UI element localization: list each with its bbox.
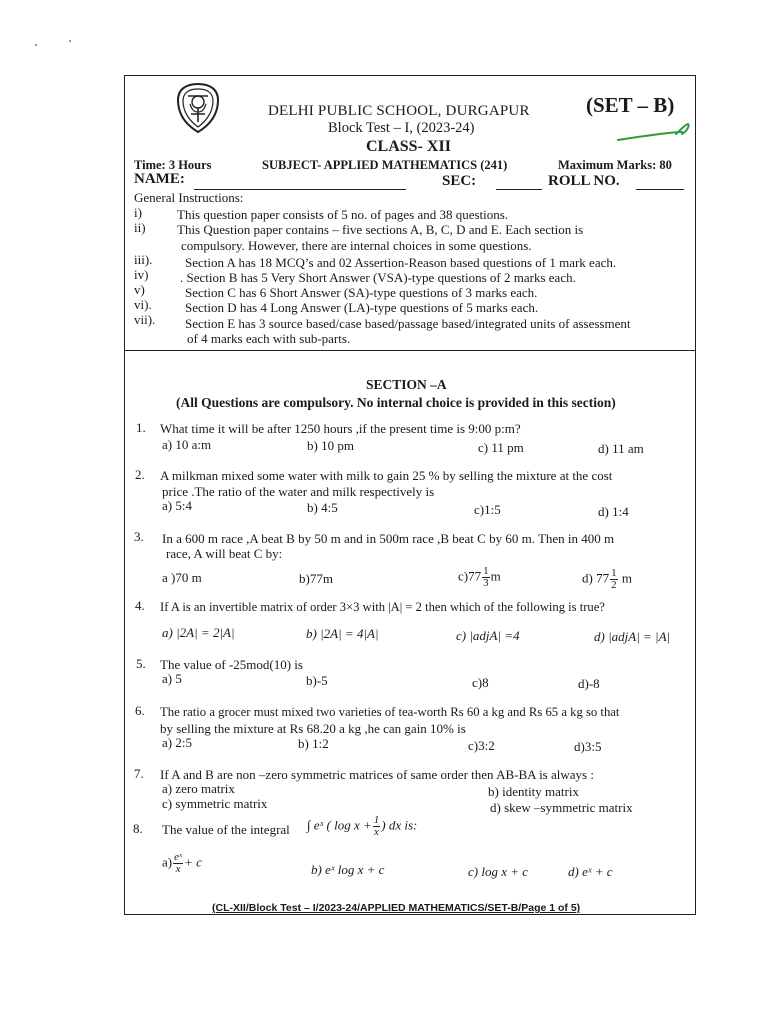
school-name: DELHI PUBLIC SCHOOL, DURGAPUR [268,103,530,119]
option-c: c)3:2 [468,738,495,753]
instruction-number: ii) [134,220,146,235]
option-b: b) 10 pm [307,438,354,453]
question-text: In a 600 m race ,A beat B by 50 m and in 500m race ,B beat C by 60 m. Then in 400 m [162,531,615,546]
option-b: b) 1:2 [298,736,329,751]
unit: m [490,568,501,584]
integral-expression [307,815,417,838]
instruction-number: v) [134,282,145,297]
option-d: d) 1:4 [598,504,629,519]
instruction-text: Section C has 6 Short Answer (SA)-type questions of 3 marks each. [185,285,538,300]
question-text: by selling the mixture at Rs 68.20 a kg ,he can gain 10% is [160,721,466,736]
question-number: 2. [135,467,145,482]
option-b: b)77m [299,571,333,586]
fraction-den: x [175,863,181,875]
question-text: The ratio a grocer must mixed two varieties of tea-worth Rs 60 a kg and Rs 65 a kg so that [160,705,620,719]
option-a-tail: + c [184,854,202,870]
fraction-num: 1 [373,814,380,826]
block-test-title: Block Test – I, (2023-24) [328,120,475,136]
scan-speck [69,40,71,42]
question-number: 5. [136,656,146,671]
instruction-text: This question paper consists of 5 no. of pages and 38 questions. [177,207,509,222]
option-b: b) 4:5 [307,500,338,515]
question-number: 1. [136,420,146,435]
unit: m [621,570,632,586]
option-a: a) |2A| = 2|A| [162,625,235,640]
instruction-number: iii). [134,252,153,267]
scan-speck [35,44,37,46]
option-c: c)8 [472,675,489,690]
question-text: What time it will be after 1250 hours ,if the present time is 9:00 p:m? [160,421,521,436]
set-label: (SET – B) [586,93,675,117]
option-d: d)-8 [578,676,600,691]
option-c: c)1:5 [474,502,501,517]
integral-start: ∫ eˣ ( log x + [307,817,372,833]
fraction-den: x [374,826,379,838]
question-text: price .The ratio of the water and milk respectively is [162,484,435,499]
sec-label: SEC: [442,173,477,189]
option-a-label: a) [162,854,173,870]
option-c: c) 11 pm [478,440,524,455]
option-d: d) |adjA| = |A| [594,629,671,644]
option-a: a) 10 a:m [162,437,212,452]
section-title: SECTION –A [366,377,447,392]
question-text: The value of the integral [162,822,290,837]
instructions-title: General Instructions: [134,190,244,205]
question-number: 6. [135,703,145,718]
option-a: a )70 m [162,570,202,585]
question-number: 7. [134,766,144,781]
roll-field-line[interactable] [636,189,684,190]
instruction-text: of 4 marks each with sub-parts. [187,331,351,346]
fraction [482,566,490,589]
option-d [582,568,632,591]
question-text: A milkman mixed some water with milk to gain 25 % by selling the mixture at the cost [160,468,613,483]
fraction-num: 1 [611,567,617,579]
question-number: 3. [134,529,144,544]
fraction [610,568,618,591]
option-a: a) zero matrix [162,781,235,796]
option-a: a) 5 [162,671,182,686]
question-text: If A and B are non –zero symmetric matrices of same order then AB-BA is always : [160,767,594,782]
fraction-den: 2 [611,579,617,591]
subject-label: SUBJECT- APPLIED MATHEMATICS (241) [262,158,508,172]
option-a [162,852,202,875]
question-text: If A is an invertible matrix of order 3×3 with |A| = 2 then which of the following is true? [160,600,605,614]
instruction-text: Section E has 3 source based/case based/passage based/integrated units of assessment [185,316,631,331]
fraction [373,815,381,838]
fraction-num: eˣ [174,851,183,863]
instruction-text: Section D has 4 Long Answer (LA)-type questions of 5 marks each. [185,300,539,315]
sec-field-line[interactable] [496,189,542,190]
option-b: b) identity matrix [488,784,579,799]
instruction-number: i) [134,205,142,220]
fraction-num: 1 [483,565,489,577]
instruction-text: Section A has 18 MCQ’s and 02 Assertion-Reason based questions of 1 mark each. [185,255,617,270]
option-b: b) eˣ log x + c [311,862,385,877]
instruction-text: This Question paper contains – five sections A, B, C, D and E. Each section is [177,222,584,237]
option-b: b)-5 [306,673,328,688]
instruction-number: vi). [134,297,152,312]
question-number: 8. [133,821,143,836]
page-footer: (CL-XII/Block Test – I/2023-24/APPLIED MATHEMATICS/SET-B/Page 1 of 5) [212,902,581,914]
option-c-whole: c)77 [458,568,482,584]
school-crest-icon [174,82,222,134]
class-label: CLASS- XII [366,138,451,155]
integral-end: ) dx is: [381,817,418,833]
roll-label: ROLL NO. [548,173,620,189]
section-divider [124,350,696,351]
option-c: c) |adjA| =4 [456,628,520,643]
option-d-whole: d) 77 [582,570,610,586]
green-tick-mark [616,120,692,148]
name-label: NAME: [134,171,185,187]
option-c: c) log x + c [468,864,529,879]
time-label: Time: 3 Hours [134,158,212,172]
option-d: d)3:5 [574,739,602,754]
option-a: a) 5:4 [162,498,192,513]
instruction-number: iv) [134,267,149,282]
instruction-text: . Section B has 5 Very Short Answer (VSA)-type questions of 2 marks each. [180,270,576,285]
section-subtitle: (All Questions are compulsory. No internal choice is provided in this section) [176,395,616,410]
option-b: b) |2A| = 4|A| [306,626,379,641]
instruction-text: compulsory. However, there are internal choices in some questions. [181,238,532,253]
option-c [458,566,501,589]
fraction [173,852,183,875]
max-marks-label: Maximum Marks: 80 [558,158,672,172]
option-d: d) skew –symmetric matrix [490,800,633,815]
question-text: race, A will beat C by: [166,546,283,561]
fraction-den: 3 [483,577,489,589]
instruction-number: vii). [134,312,156,327]
option-d: d) 11 am [598,441,644,456]
option-c: c) symmetric matrix [162,796,268,811]
question-text: The value of -25mod(10) is [160,657,303,672]
question-number: 4. [135,598,145,613]
option-a: a) 2:5 [162,735,192,750]
option-d: d) eˣ + c [568,864,613,879]
